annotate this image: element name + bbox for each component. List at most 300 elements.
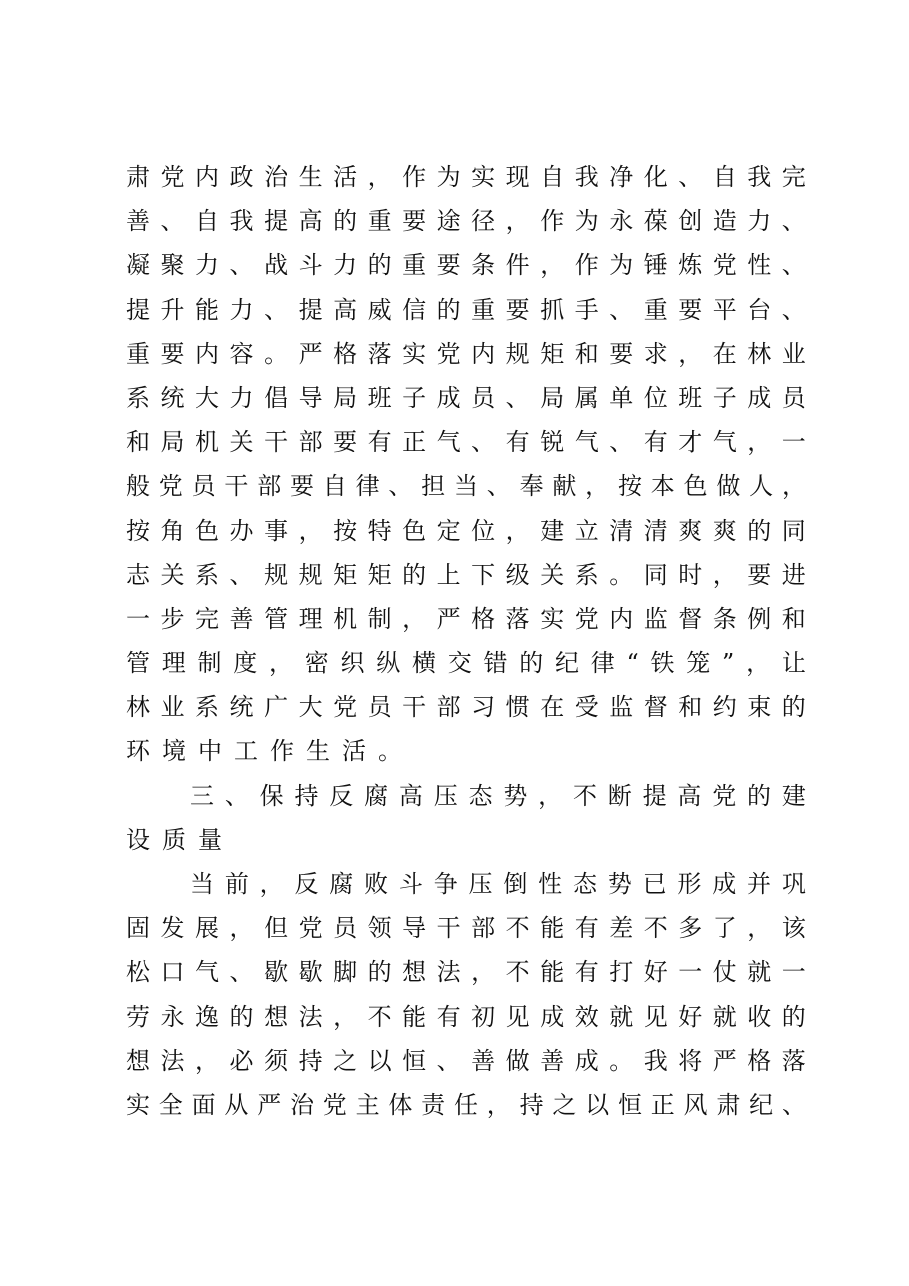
text-char: ， xyxy=(402,604,427,633)
text-char: 党 xyxy=(436,339,461,368)
text-char: 约 xyxy=(712,693,737,722)
text-char: 员 xyxy=(191,472,216,501)
text-char: 重 xyxy=(643,295,668,324)
text-char: 党 xyxy=(333,693,358,722)
text-char: 党 xyxy=(712,781,737,810)
text-char: 完 xyxy=(781,163,806,191)
text-char: 和 xyxy=(781,604,806,633)
text-line xyxy=(126,950,806,994)
text-char: 成 xyxy=(712,870,737,898)
text-char: 督 xyxy=(678,604,703,633)
text-char: 要 xyxy=(160,339,185,368)
text-char: 持 xyxy=(294,781,319,810)
text-char: 属 xyxy=(574,383,599,412)
text-line xyxy=(126,1039,806,1083)
text-char: 的 xyxy=(747,781,771,810)
text-char: 例 xyxy=(747,604,772,633)
text-char: 大 xyxy=(195,383,220,412)
text-char: ， xyxy=(678,339,703,368)
text-char: 争 xyxy=(433,870,458,898)
text-char: 格 xyxy=(747,1046,772,1075)
text-char: 的 xyxy=(519,649,544,678)
text-char: 力 xyxy=(229,295,254,324)
text-char: 同 xyxy=(781,516,806,545)
text-char: 干 xyxy=(402,693,427,722)
text-char: 有 xyxy=(505,428,530,457)
text-char: 统 xyxy=(229,693,254,722)
text-char: 败 xyxy=(364,870,389,898)
text-char: ， xyxy=(367,163,392,191)
text-char: 炼 xyxy=(678,251,703,280)
text-char: 见 xyxy=(643,1002,668,1031)
text-char: 内 xyxy=(195,163,220,191)
text-char: 子 xyxy=(402,383,427,412)
text-char: 锐 xyxy=(540,428,565,457)
text-char: 林 xyxy=(747,339,772,368)
text-char: 按 xyxy=(333,516,358,545)
text-char: 管 xyxy=(264,604,289,633)
text-char: 想 xyxy=(264,1002,289,1031)
text-char: 已 xyxy=(642,870,667,898)
text-char: 有 xyxy=(574,958,599,987)
text-char: 肃 xyxy=(126,163,150,191)
text-char: 领 xyxy=(367,914,392,943)
section-heading-continued: 设质量 xyxy=(126,825,234,854)
text-line: 环境中工作生活。 xyxy=(126,737,414,766)
text-char: 、 xyxy=(229,560,254,589)
text-char: 督 xyxy=(643,693,668,722)
text-char: 不 xyxy=(643,914,668,943)
text-char: 不 xyxy=(505,914,530,943)
text-char: 仗 xyxy=(712,958,737,987)
text-char: 严 xyxy=(298,339,323,368)
text-line xyxy=(126,685,806,729)
text-char: 治 xyxy=(264,163,289,191)
text-char: 党 xyxy=(158,472,183,501)
text-char: 交 xyxy=(447,649,472,678)
text-char: 爽 xyxy=(712,516,737,545)
text-char: 必 xyxy=(229,1046,254,1075)
text-char: 成 xyxy=(747,383,772,412)
text-char: 要 xyxy=(609,339,634,368)
text-line xyxy=(126,464,806,508)
text-char: 打 xyxy=(609,958,634,987)
text-line xyxy=(126,553,806,597)
text-char: 受 xyxy=(574,693,599,722)
text-char: 、 xyxy=(781,1090,806,1119)
text-char: 机 xyxy=(195,428,220,457)
text-char: 劳 xyxy=(126,1002,150,1031)
text-char: 度 xyxy=(233,649,258,678)
text-char: ， xyxy=(471,958,496,987)
text-char: ， xyxy=(333,1002,358,1031)
text-char: 系 xyxy=(126,383,150,412)
text-char: 党 xyxy=(322,1090,347,1119)
text-char: 、 xyxy=(471,428,496,457)
text-char: 落 xyxy=(781,1046,806,1075)
text-char: 的 xyxy=(781,1002,806,1031)
text-char: 治 xyxy=(289,1090,314,1119)
text-char: 一 xyxy=(781,428,806,457)
text-char: 子 xyxy=(712,383,737,412)
text-char: ， xyxy=(746,649,771,678)
text-char: 建 xyxy=(540,516,565,545)
text-char: 持 xyxy=(298,1046,323,1075)
text-char: 的 xyxy=(781,693,806,722)
text-char: 干 xyxy=(224,472,249,501)
text-char: 、 xyxy=(229,958,254,987)
text-line xyxy=(126,1083,806,1127)
text-char: 法 xyxy=(436,958,461,987)
text-char: 以 xyxy=(367,1046,392,1075)
text-char: 内 xyxy=(609,604,634,633)
text-char: ， xyxy=(298,516,323,545)
text-char: 织 xyxy=(340,649,365,678)
text-char: 发 xyxy=(160,914,185,943)
text-char: 立 xyxy=(574,516,599,545)
text-char: ， xyxy=(538,781,563,810)
text-char: 色 xyxy=(683,472,708,501)
text-char: 有 xyxy=(367,428,392,457)
text-char: 导 xyxy=(402,914,427,943)
text-char: 有 xyxy=(574,914,599,943)
text-char: 部 xyxy=(257,472,282,501)
text-char: 件 xyxy=(505,251,530,280)
text-char: 党 xyxy=(712,251,737,280)
text-char: 律 xyxy=(590,649,615,678)
text-char: 系 xyxy=(574,560,599,589)
text-char: 、 xyxy=(505,383,530,412)
text-char: 横 xyxy=(412,649,436,678)
text-char: 条 xyxy=(471,251,496,280)
text-char: 密 xyxy=(304,649,329,678)
text-char: 提 xyxy=(126,295,150,324)
text-char: 战 xyxy=(264,251,289,280)
text-line xyxy=(126,243,806,287)
text-char: 形 xyxy=(677,870,702,898)
text-char: 反 xyxy=(294,870,319,898)
text-char: 成 xyxy=(540,1002,565,1031)
text-char: 规 xyxy=(505,339,530,368)
text-char: 想 xyxy=(402,958,427,987)
text-char: 我 xyxy=(747,163,772,191)
text-char: 能 xyxy=(540,958,565,987)
text-char: 、 xyxy=(160,207,185,236)
text-char: ， xyxy=(540,251,565,280)
text-char: 理 xyxy=(161,649,186,678)
text-char: 建 xyxy=(781,781,806,810)
text-char: 展 xyxy=(195,914,220,943)
text-char: 脚 xyxy=(333,958,358,987)
text-char: ， xyxy=(585,472,610,501)
text-char: 人 xyxy=(749,472,774,501)
text-char: 该 xyxy=(781,914,806,943)
text-char: 、 xyxy=(609,295,634,324)
text-char: 机 xyxy=(333,604,358,633)
text-char: 平 xyxy=(712,295,737,324)
text-char: 定 xyxy=(436,516,461,545)
text-char: ， xyxy=(747,428,772,457)
text-char: 干 xyxy=(436,914,461,943)
text-char: 自 xyxy=(322,472,347,501)
text-char: 腐 xyxy=(329,870,354,898)
text-char: “ xyxy=(626,649,639,678)
text-char: 腐 xyxy=(364,781,389,810)
text-char: 班 xyxy=(367,383,392,412)
text-char: 要 xyxy=(402,207,427,236)
text-char: 斗 xyxy=(298,251,323,280)
text-char: 业 xyxy=(160,693,185,722)
text-char: 理 xyxy=(298,604,323,633)
text-char: 按 xyxy=(617,472,642,501)
text-char: 永 xyxy=(609,207,634,236)
text-char: 上 xyxy=(436,560,461,589)
text-char: 了 xyxy=(712,914,737,943)
text-char: 压 xyxy=(433,781,458,810)
text-char: 让 xyxy=(781,649,806,678)
text-char: 法 xyxy=(298,1002,323,1031)
text-char: 关 xyxy=(229,428,254,457)
text-char: 办 xyxy=(229,516,254,545)
text-char: 台 xyxy=(747,295,772,324)
text-char: 条 xyxy=(712,604,737,633)
text-char: 实 xyxy=(402,339,427,368)
text-char: 态 xyxy=(468,781,493,810)
text-char: 成 xyxy=(436,383,461,412)
text-char: 口 xyxy=(160,958,185,987)
text-char: 错 xyxy=(483,649,508,678)
text-char: 歇 xyxy=(264,958,289,987)
text-char: 势 xyxy=(607,870,632,898)
text-char: 性 xyxy=(538,870,563,898)
text-char: 持 xyxy=(519,1090,544,1119)
text-char: 规 xyxy=(264,560,289,589)
text-char: 才 xyxy=(678,428,703,457)
text-char: 事 xyxy=(264,516,289,545)
text-char: 的 xyxy=(229,1002,254,1031)
text-char: 实 xyxy=(471,163,496,191)
text-char: 初 xyxy=(471,1002,496,1031)
text-char: 气 xyxy=(574,428,599,457)
text-char: 重 xyxy=(126,339,150,368)
text-char: 恒 xyxy=(617,1090,642,1119)
text-char: 和 xyxy=(126,428,150,457)
text-char: 。 xyxy=(264,339,289,368)
text-line xyxy=(126,376,806,420)
text-char: 好 xyxy=(643,958,668,987)
text-char: 。 xyxy=(609,1046,634,1075)
text-char: 差 xyxy=(609,914,634,943)
text-char: 风 xyxy=(683,1090,708,1119)
text-char: 的 xyxy=(367,958,392,987)
text-char: 反 xyxy=(329,781,354,810)
text-char: 关 xyxy=(160,560,185,589)
text-char: 奉 xyxy=(519,472,544,501)
text-char: 多 xyxy=(678,914,703,943)
text-char: 当 xyxy=(190,870,214,898)
text-char: 高 xyxy=(298,207,323,236)
text-char: 手 xyxy=(574,295,599,324)
text-char: 抓 xyxy=(540,295,565,324)
text-line xyxy=(126,332,806,376)
text-char: 为 xyxy=(436,163,461,191)
text-char: 活 xyxy=(333,163,358,191)
text-char: 善 xyxy=(540,1046,565,1075)
text-char: 的 xyxy=(436,295,461,324)
text-char: 员 xyxy=(367,693,392,722)
text-char: 、 xyxy=(388,472,413,501)
text-char: 清 xyxy=(609,516,634,545)
text-char: 政 xyxy=(229,163,254,191)
text-char: 想 xyxy=(126,1046,150,1075)
text-char: 凝 xyxy=(126,251,150,280)
text-char: 能 xyxy=(540,914,565,943)
text-char: 党 xyxy=(574,604,599,633)
text-char: 员 xyxy=(471,383,496,412)
text-char: 进 xyxy=(781,560,806,589)
text-char: 内 xyxy=(195,339,220,368)
text-char: 成 xyxy=(574,1046,599,1075)
text-char: 做 xyxy=(716,472,741,501)
text-char: 就 xyxy=(747,958,772,987)
text-char: 系 xyxy=(195,693,220,722)
text-char: 党 xyxy=(298,914,323,943)
text-char: 当 xyxy=(453,472,478,501)
text-char: 统 xyxy=(160,383,185,412)
text-char: 前 xyxy=(224,870,249,898)
text-char: 员 xyxy=(333,914,358,943)
text-char: 、 xyxy=(436,1046,461,1075)
text-char: ， xyxy=(486,1090,511,1119)
text-char: 化 xyxy=(643,163,668,191)
text-char: 志 xyxy=(126,560,150,589)
text-char: 落 xyxy=(367,339,392,368)
text-char: 收 xyxy=(747,1002,772,1031)
text-char: 好 xyxy=(678,1002,703,1031)
text-char: 位 xyxy=(471,516,496,545)
text-char: 作 xyxy=(540,207,565,236)
text-char: 就 xyxy=(609,1002,634,1031)
text-char: 生 xyxy=(298,163,323,191)
text-char: 般 xyxy=(126,472,150,501)
text-char: 完 xyxy=(195,604,220,633)
text-char: 气 xyxy=(195,958,220,987)
text-char: 担 xyxy=(421,472,446,501)
text-char: ， xyxy=(505,516,530,545)
text-char: 面 xyxy=(191,1090,216,1119)
text-char: 下 xyxy=(471,560,496,589)
text-char: 提 xyxy=(264,207,289,236)
text-char: 级 xyxy=(505,560,530,589)
text-char: 不 xyxy=(367,1002,392,1031)
text-char: 员 xyxy=(781,383,806,412)
text-char: 不 xyxy=(505,958,530,987)
text-char: 升 xyxy=(160,295,185,324)
text-char: 纪 xyxy=(555,649,579,678)
text-char: 作 xyxy=(402,163,427,191)
text-char: 重 xyxy=(471,295,496,324)
text-char: 、 xyxy=(609,428,634,457)
text-char: 径 xyxy=(471,207,496,236)
text-char: 效 xyxy=(574,1002,599,1031)
text-line xyxy=(126,995,806,1039)
text-char: 惯 xyxy=(505,693,530,722)
text-char: 锤 xyxy=(643,251,668,280)
text-char: 笼 xyxy=(686,649,711,678)
text-line xyxy=(126,155,806,199)
text-char: 格 xyxy=(471,604,496,633)
text-char: 态 xyxy=(572,870,597,898)
text-char: 为 xyxy=(574,207,599,236)
text-char: 在 xyxy=(540,693,565,722)
text-char: 束 xyxy=(747,693,772,722)
text-char: 重 xyxy=(367,207,392,236)
text-char: 途 xyxy=(436,207,461,236)
text-char: 、 xyxy=(224,781,249,810)
text-char: 有 xyxy=(643,428,668,457)
text-line xyxy=(126,509,806,553)
text-char: 关 xyxy=(540,560,565,589)
text-char: 角 xyxy=(160,516,185,545)
text-char: 创 xyxy=(678,207,703,236)
text-char: 从 xyxy=(224,1090,249,1119)
text-char: ， xyxy=(229,914,254,943)
text-char: 就 xyxy=(712,1002,737,1031)
text-char: 、 xyxy=(781,295,806,324)
text-char: 要 xyxy=(747,560,772,589)
document-body xyxy=(126,155,806,1127)
text-char: 提 xyxy=(642,781,667,810)
text-char: ， xyxy=(195,1046,220,1075)
text-char: 能 xyxy=(402,1002,427,1031)
text-char: 全 xyxy=(158,1090,183,1119)
text-char: 要 xyxy=(436,251,461,280)
text-char: 固 xyxy=(126,914,150,943)
text-char: 局 xyxy=(333,383,358,412)
text-char: 一 xyxy=(781,958,806,987)
text-char: 步 xyxy=(160,604,185,633)
text-char: 矩 xyxy=(367,560,392,589)
text-char: 、 xyxy=(678,163,703,191)
text-char: 力 xyxy=(229,383,254,412)
text-char: 局 xyxy=(540,383,565,412)
text-char: 献 xyxy=(552,472,577,501)
text-char: 班 xyxy=(678,383,703,412)
text-char: 纵 xyxy=(376,649,401,678)
text-char: 三 xyxy=(190,781,214,810)
text-char: 做 xyxy=(505,1046,530,1075)
text-char: 严 xyxy=(257,1090,282,1119)
text-char: 要 xyxy=(333,428,358,457)
text-char: 自 xyxy=(195,207,220,236)
paragraph-first-line xyxy=(126,862,806,906)
text-char: 、 xyxy=(781,251,806,280)
text-char: 矩 xyxy=(333,560,358,589)
text-line xyxy=(126,641,806,685)
text-char: 求 xyxy=(643,339,668,368)
text-char: 系 xyxy=(195,560,220,589)
text-char: 巩 xyxy=(781,870,806,898)
text-char: 我 xyxy=(643,1046,668,1075)
text-char: 在 xyxy=(712,339,737,368)
text-char: 和 xyxy=(574,339,599,368)
text-char: 倒 xyxy=(503,870,528,898)
text-char: 并 xyxy=(747,870,771,898)
text-char: 部 xyxy=(436,693,461,722)
section-heading xyxy=(126,774,806,818)
text-char: 管 xyxy=(126,649,150,678)
text-char: 高 xyxy=(333,295,358,324)
